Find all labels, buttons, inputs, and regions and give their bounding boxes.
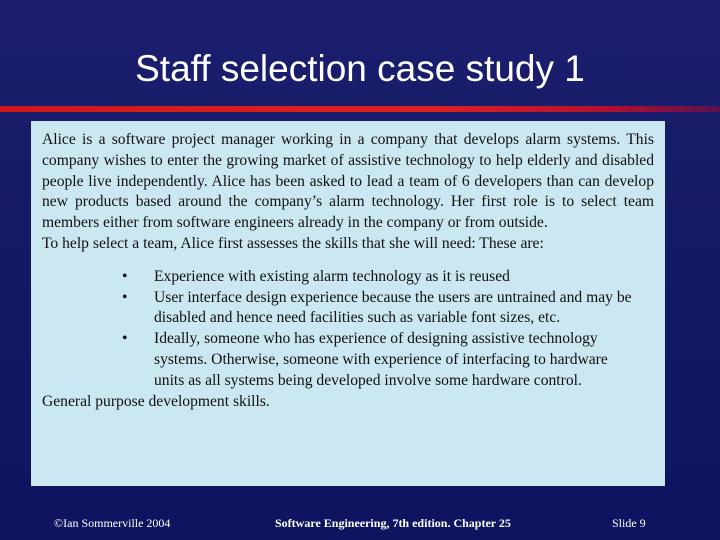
bullet-icon: •: [122, 330, 128, 348]
skills-intro: To help select a team, Alice first assesses the skills that she will need: These are:: [42, 234, 544, 252]
skill-general-development: General purpose development skills.: [42, 392, 270, 410]
case-description: Alice is a software project manager working in a company that develops alarm systems. This company wishes to enter the growing market of assistive technology to help elderly and disabled people live independently. Alice has been asked to lead a team of 6 developers than can develop new products based around the company’s alarm technology. Her first role is to select team members either from software engineers already in the company or from outside.: [42, 131, 654, 232]
content-box: [31, 121, 665, 486]
footer-book-title: Software Engineering, 7th edition. Chapter 25: [275, 516, 511, 530]
list-item: [42, 288, 654, 330]
footer-copyright: ©Ian Sommerville 2004: [54, 516, 171, 530]
footer-slide-number: Slide 9: [612, 516, 646, 530]
list-item: [42, 329, 654, 391]
list-item: [42, 267, 654, 288]
skill-assistive-technology: Ideally, someone who has experience of designing assistive technology systems. Otherwise, someone with experience of interfacing to hardware units as all systems being developed involve some hardware control.: [154, 330, 608, 389]
title-divider: [0, 106, 720, 112]
skill-ui-design: User interface design experience because the users are untrained and may be disabled and hence need facilities such as variable font sizes, etc.: [154, 288, 632, 327]
skills-list: [42, 267, 654, 392]
bullet-icon: •: [122, 288, 128, 306]
skill-alarm-technology: Experience with existing alarm technology as it is reused: [154, 267, 510, 285]
slide-title: Staff selection case study 1: [135, 48, 585, 89]
bullet-icon: •: [122, 267, 128, 285]
